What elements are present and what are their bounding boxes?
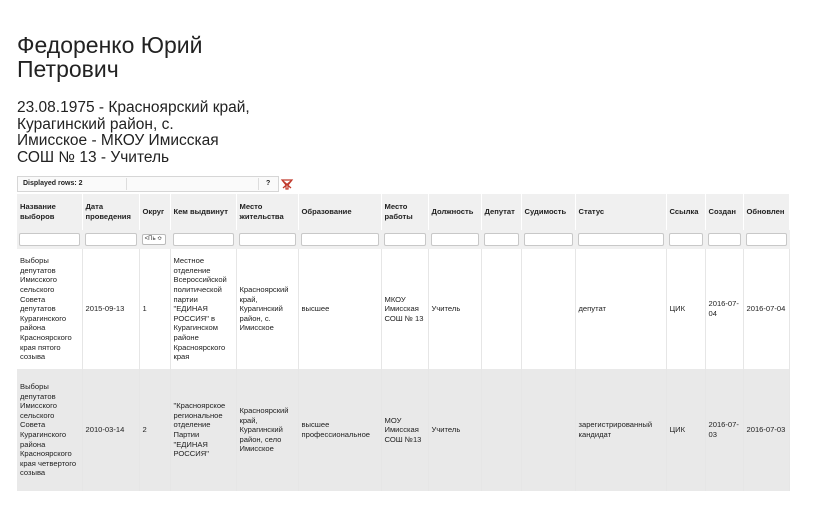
- toolbar-divider: [258, 178, 259, 190]
- filter-position-input[interactable]: [431, 233, 479, 246]
- date-cell: 2010-03-14: [82, 369, 139, 491]
- person-summary-line-3: Имисское - МКОУ Имисская: [17, 132, 219, 149]
- residence-cell: Красноярский край, Курагинский район, с. Имисское: [236, 249, 298, 369]
- person-summary: [17, 100, 297, 166]
- conviction-cell: [521, 369, 575, 491]
- created-cell: 2016-07-04: [705, 249, 743, 369]
- deputy-cell: [481, 249, 521, 369]
- filter-workplace-input[interactable]: [384, 233, 426, 246]
- header-created[interactable]: Создан: [705, 194, 743, 230]
- header-workplace[interactable]: Место работы: [381, 194, 428, 230]
- nominated-by-cell: "Красноярское региональное отделение Партии "ЕДИНАЯ РОССИЯ": [170, 369, 236, 491]
- education-cell: высшее профессиональное: [298, 369, 381, 491]
- workplace-link[interactable]: МКОУ Имисская СОШ № 13: [381, 249, 428, 369]
- results-table: [17, 194, 790, 491]
- header-date[interactable]: Дата проведения: [82, 194, 139, 230]
- position-cell: Учитель: [428, 369, 481, 491]
- created-cell: 2016-07-03: [705, 369, 743, 491]
- header-link[interactable]: Ссылка: [666, 194, 705, 230]
- table-row: [17, 369, 789, 491]
- filter-created-input[interactable]: [708, 233, 741, 246]
- filter-deputy-input[interactable]: [484, 233, 519, 246]
- filter-conviction-input[interactable]: [524, 233, 573, 246]
- page-title-line-2: Петрович: [17, 56, 119, 82]
- filter-row: [17, 230, 789, 249]
- header-nominated-by[interactable]: Кем выдвинут: [170, 194, 236, 230]
- election-link[interactable]: Выборы депутатов Имисского сельского Совета Курагинского района Красноярского края четвертого созыва: [17, 369, 82, 491]
- filter-date-input[interactable]: [85, 233, 137, 246]
- header-conviction[interactable]: Судимость: [521, 194, 575, 230]
- header-district[interactable]: Округ: [139, 194, 170, 230]
- status-cell: зарегистрированный кандидат: [575, 369, 666, 491]
- source-link[interactable]: ЦИК: [666, 249, 705, 369]
- filter-residence-input[interactable]: [239, 233, 296, 246]
- filter-status-input[interactable]: [578, 233, 664, 246]
- filter-link-input[interactable]: [669, 233, 703, 246]
- header-position[interactable]: Должность: [428, 194, 481, 230]
- deputy-cell: [481, 369, 521, 491]
- filter-district-select[interactable]: <Пь ≎: [142, 234, 166, 245]
- header-deputy[interactable]: Депутат: [481, 194, 521, 230]
- position-cell: Учитель: [428, 249, 481, 369]
- toolbar-divider: [126, 178, 127, 190]
- header-election[interactable]: Название выборов: [17, 194, 82, 230]
- person-summary-line-4: СОШ № 13 - Учитель: [17, 148, 170, 166]
- date-cell: 2015-09-13: [82, 249, 139, 369]
- help-button[interactable]: ?: [266, 180, 271, 187]
- residence-cell: Красноярский край, Курагинский район, село Имисское: [236, 369, 298, 491]
- education-cell: высшее: [298, 249, 381, 369]
- conviction-cell: [521, 249, 575, 369]
- filter-off-icon[interactable]: [280, 178, 294, 191]
- election-link[interactable]: Выборы депутатов Имисского сельского Совета депутатов Курагинского района Красноярского края пятого созыва: [17, 249, 82, 369]
- nominated-by-cell: Местное отделение Всероссийской политической партии "ЕДИНАЯ РОССИЯ" в Курагинском районе Красноярского края: [170, 249, 236, 369]
- person-summary-line-1: 23.08.1975 - Красноярский край,: [17, 99, 250, 116]
- filter-nominated-by-input[interactable]: [173, 233, 234, 246]
- district-cell: 2: [139, 369, 170, 491]
- filter-education-input[interactable]: [301, 233, 379, 246]
- header-education[interactable]: Образование: [298, 194, 381, 230]
- table-row: [17, 249, 789, 369]
- district-cell: 1: [139, 249, 170, 369]
- person-summary-line-2: Курагинский район, с.: [17, 115, 174, 133]
- filter-updated-input[interactable]: [746, 233, 787, 246]
- filter-election-input[interactable]: [19, 233, 80, 246]
- status-cell: депутат: [575, 249, 666, 369]
- source-link[interactable]: ЦИК: [666, 369, 705, 491]
- header-updated[interactable]: Обновлен: [743, 194, 789, 230]
- header-residence[interactable]: Место жительства: [236, 194, 298, 230]
- workplace-link[interactable]: МОУ Имисская СОШ №13: [381, 369, 428, 491]
- table-toolbar: [17, 176, 279, 192]
- displayed-rows-count: Displayed rows: 2: [23, 180, 83, 187]
- updated-cell: 2016-07-03: [743, 369, 789, 491]
- header-row: [17, 194, 789, 230]
- header-status[interactable]: Статус: [575, 194, 666, 230]
- updated-cell: 2016-07-04: [743, 249, 789, 369]
- page-title: [17, 33, 317, 81]
- page-title-line-1: Федоренко Юрий: [17, 32, 203, 58]
